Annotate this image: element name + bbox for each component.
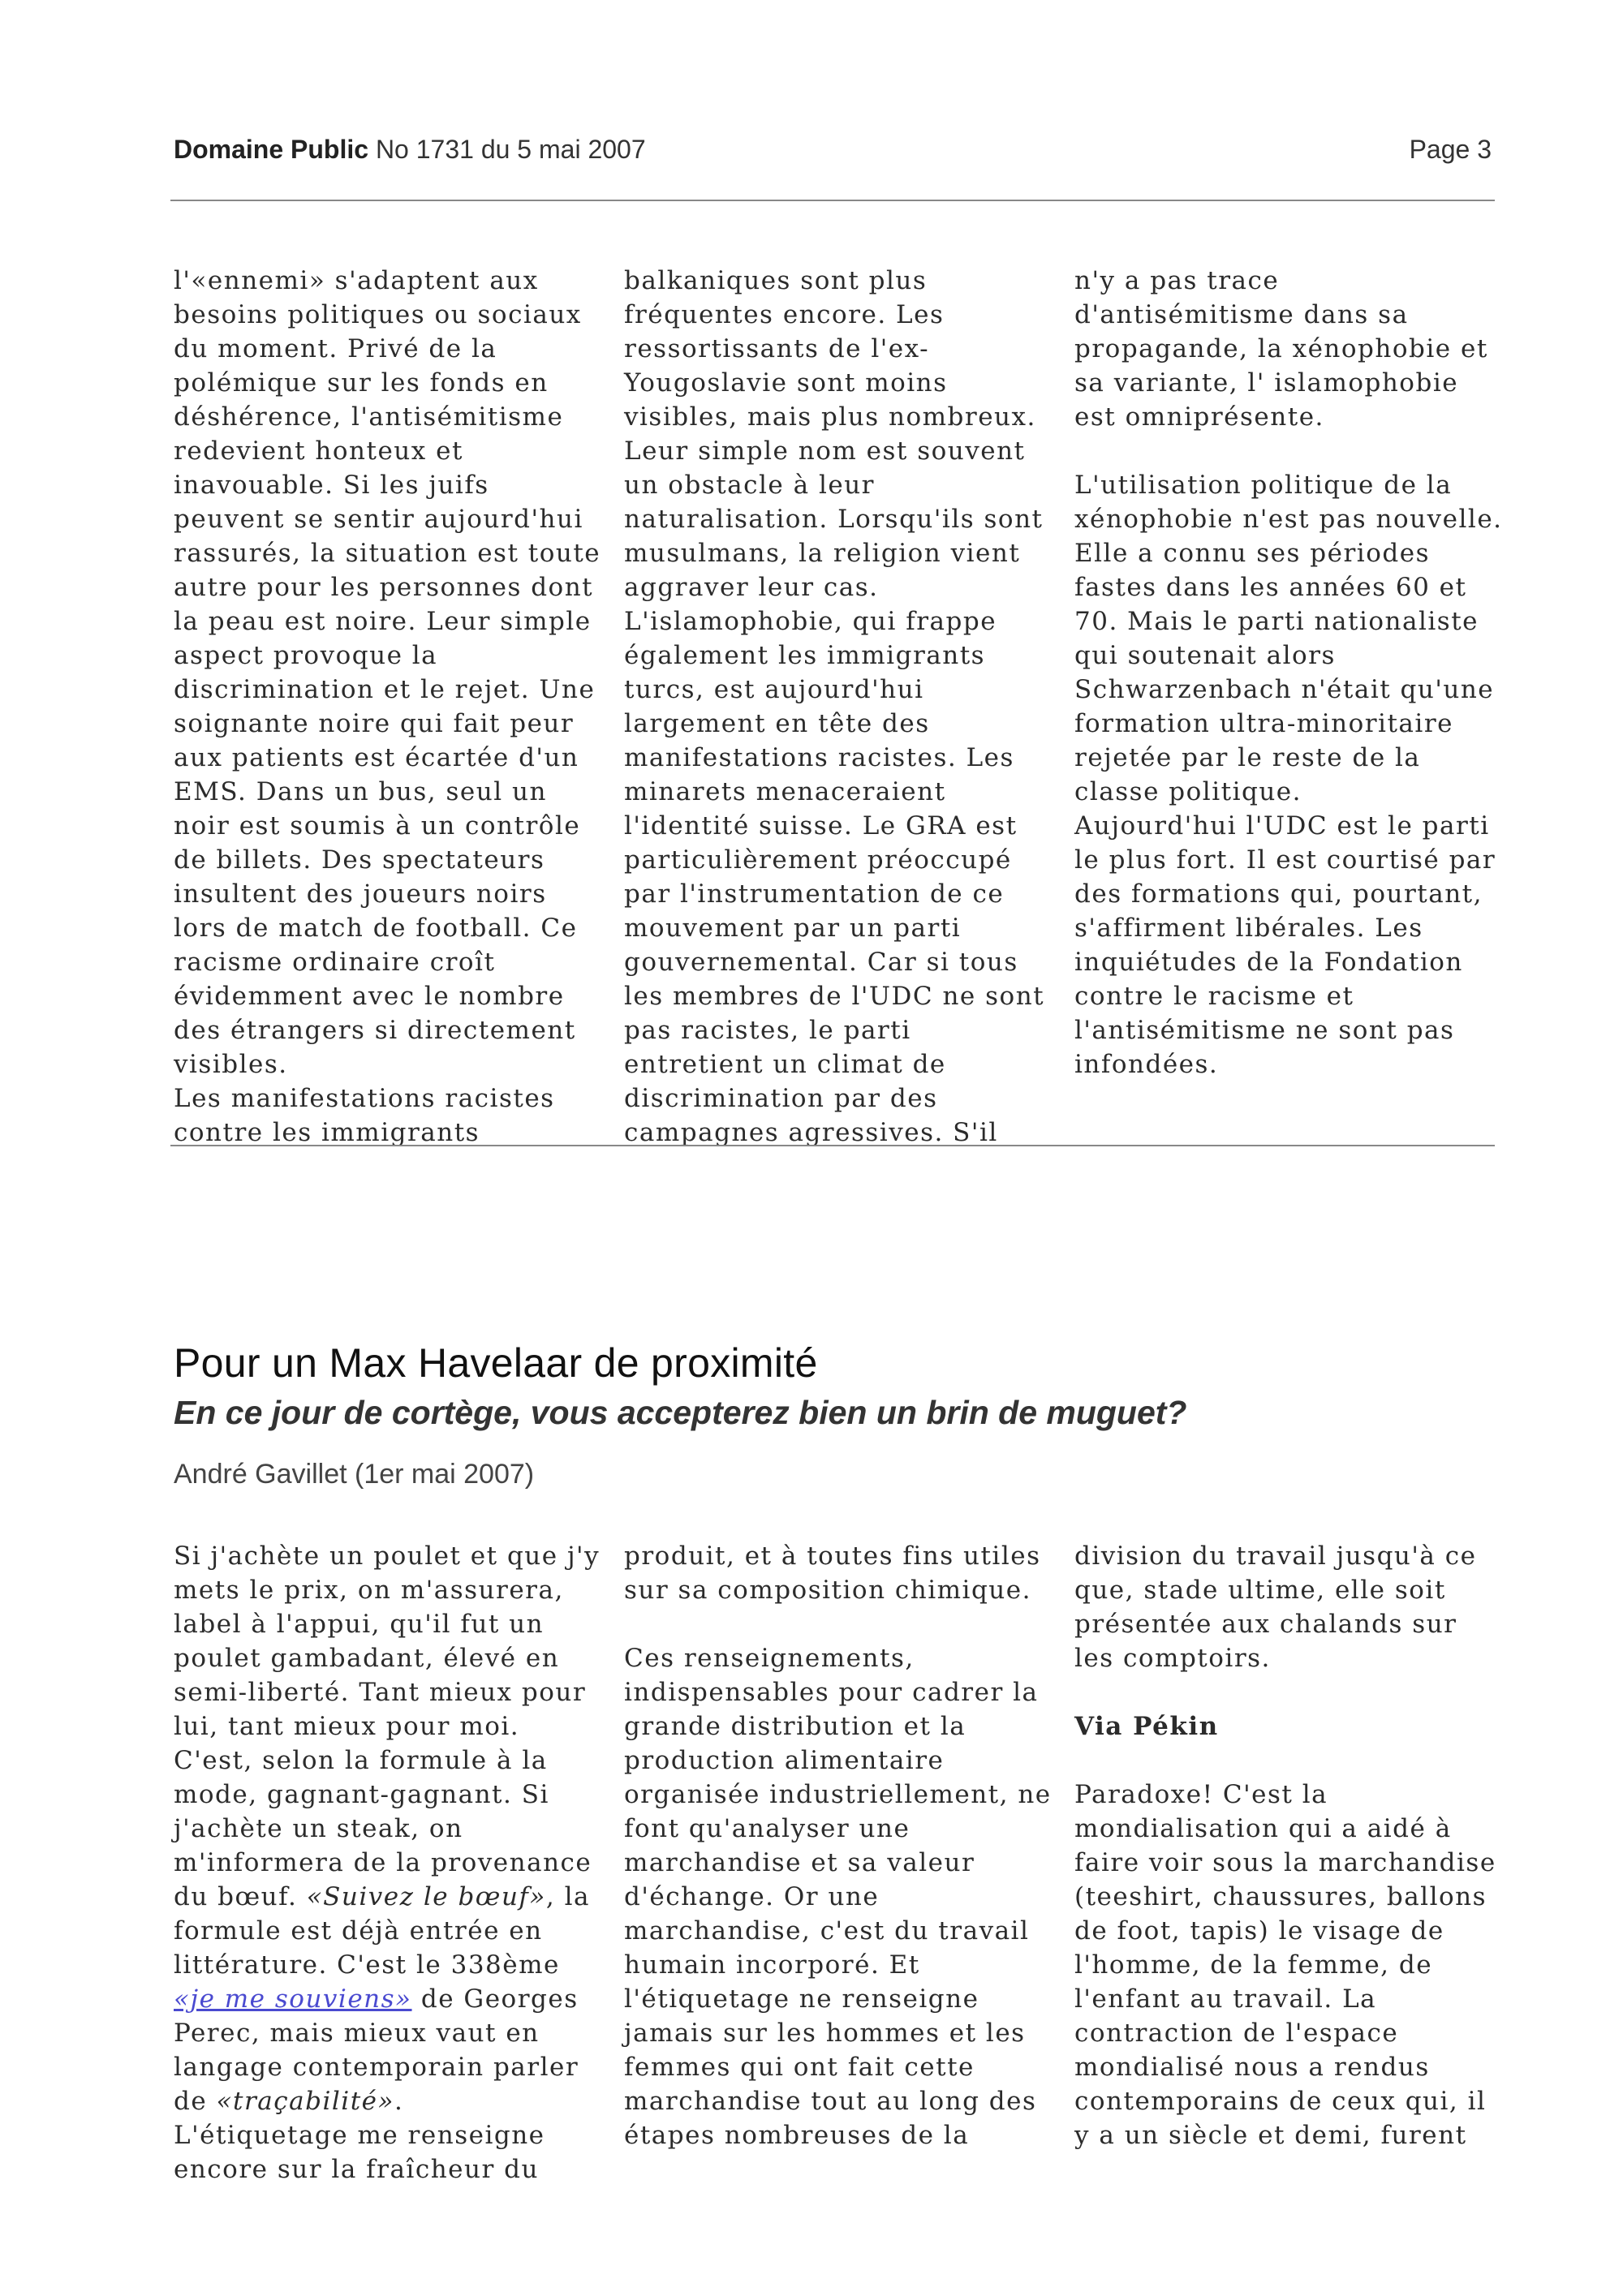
article1-column-1 bbox=[174, 264, 604, 1150]
paragraph: Les manifestations racistes contre les immigrants bbox=[174, 1084, 555, 1147]
paragraph: L'utilisation politique de la xénophobie n'est pas nouvelle. Elle a connu ses périodes fastes dans les années 60 et 70. Mais le parti nationaliste qui soutenait alors Schwarzenbach n'était qu'une formation ultra-minoritaire rejetée par le reste de la classe politique. bbox=[1074, 471, 1503, 806]
paragraph: n'y a pas trace d'antisémitisme dans sa propagande, la xénophobie et sa variante, l' islamophobie est omniprésente. bbox=[1074, 266, 1488, 432]
text-run: Si j'achète un poulet et que j'y mets le prix, on m'assurera, label à l'appui, qu'il fut un poulet gambadant, élevé en semi-liberté. Tant mieux pour lui, tant mieux pour moi. C'est, selon la formule à la mode, gagnant-gagnant. Si j'achète un steak, on m'informera de la provenance du bœuf. bbox=[174, 1541, 601, 1911]
paragraph bbox=[174, 1539, 604, 2118]
paragraph: L'islamophobie, qui frappe également les immigrants turcs, est aujourd'hui largement en tête des manifestations racistes. Les minarets menaceraient l'identité suisse. Le GRA est particulièrement préoccupé par l'instrumentation de ce mouvement par un parti gouvernemental. Car si tous les membres de l'UDC ne sont pas racistes, le parti entretient un climat de discrimination par des campagnes agressives. S'il bbox=[624, 607, 1045, 1147]
text-run: . bbox=[394, 2087, 404, 2116]
text-run: de Georges Perec, mais mieux vaut en langage contemporain parler de bbox=[174, 1984, 579, 2116]
page-number: Page 3 bbox=[1409, 135, 1492, 164]
quote-suivez-le-boeuf: «Suivez le bœuf» bbox=[306, 1882, 546, 1911]
paragraph: Aujourd'hui l'UDC est le parti le plus fort. Il est courtisé par des formations qui, pourtant, s'affirment libérales. Les inquiétudes de la Fondation contre le racisme et l'antisémitisme ne sont pas infondées. bbox=[1074, 811, 1496, 1079]
paragraph: balkaniques sont plus fréquentes encore. Les ressortissants de l'ex-Yougoslavie sont moins visibles, mais plus nombreux. Leur simple nom est souvent un obstacle à leur naturalisation. Lorsqu'ils sont musulmans, la religion vient aggraver leur cas. bbox=[624, 266, 1044, 602]
article2-column-1 bbox=[174, 1539, 604, 2186]
article-divider bbox=[170, 1145, 1495, 1146]
paragraph: Paradoxe! C'est la mondialisation qui a aidé à faire voir sous la marchandise (teeshirt, chaussures, ballons de foot, tapis) le visage de l'homme, de la femme, de l'enfant au travail. La contraction de l'espace mondialisé nous a rendus contemporains de ceux qui, il y a un siècle et demi, furent bbox=[1074, 1780, 1496, 2150]
paragraph: L'étiquetage me renseigne encore sur la fraîcheur du bbox=[174, 2121, 545, 2184]
article-subtitle: En ce jour de cortège, vous accepterez bien un brin de muguet? bbox=[174, 1394, 1187, 1431]
page-header bbox=[174, 133, 1492, 166]
article-byline: André Gavillet (1er mai 2007) bbox=[174, 1459, 535, 1490]
article2-columns bbox=[174, 1539, 1505, 2186]
header-divider bbox=[170, 200, 1495, 201]
paragraph: division du travail jusqu'à ce que, stade ultime, elle soit présentée aux chalands sur les comptoirs. bbox=[1074, 1541, 1477, 1673]
article-title: Pour un Max Havelaar de proximité bbox=[174, 1340, 818, 1386]
article2-column-3 bbox=[1074, 1539, 1505, 2186]
publication-name: Domaine Public bbox=[174, 135, 369, 164]
text-run: , la formule est déjà entrée en littérature. C'est le 338ème bbox=[174, 1882, 590, 1980]
paragraph: produit, et à toutes fins utiles sur sa composition chimique. bbox=[624, 1541, 1041, 1605]
article1-column-3 bbox=[1074, 264, 1505, 1150]
je-me-souviens-link[interactable]: «je me souviens» bbox=[174, 1984, 412, 2014]
article1-column-2 bbox=[624, 264, 1054, 1150]
issue-info: No 1731 du 5 mai 2007 bbox=[375, 135, 646, 164]
quote-tracabilite: «traçabilité» bbox=[216, 2087, 394, 2116]
article2-column-2 bbox=[624, 1539, 1054, 2186]
article1-columns bbox=[174, 264, 1505, 1150]
paragraph: l'«ennemi» s'adaptent aux besoins politiques ou sociaux du moment. Privé de la polémique sur les fonds en déshérence, l'antisémitisme redevient honteux et inavouable. Si les juifs peuvent se sentir aujourd'hui rassurés, la situation est toute autre pour les personnes dont la peau est noire. Leur simple aspect provoque la discrimination et le rejet. Une soignante noire qui fait peur aux patients est écartée d'un EMS. Dans un bus, seul un noir est soumis à un contrôle de billets. Des spectateurs insultent des joueurs noirs lors de match de football. Ce racisme ordinaire croît évidemment avec le nombre des étrangers si directement visibles. bbox=[174, 266, 601, 1079]
section-heading: Via Pékin bbox=[1074, 1712, 1219, 1741]
paragraph: Ces renseignements, indispensables pour cadrer la grande distribution et la production alimentaire organisée industriellement, ne font qu'analyser une marchandise et sa valeur d'échange. Or une marchandise, c'est du travail humain incorporé. Et l'étiquetage ne renseigne jamais sur les hommes et les femmes qui ont fait cette marchandise tout au long des étapes nombreuses de la bbox=[624, 1644, 1052, 2150]
